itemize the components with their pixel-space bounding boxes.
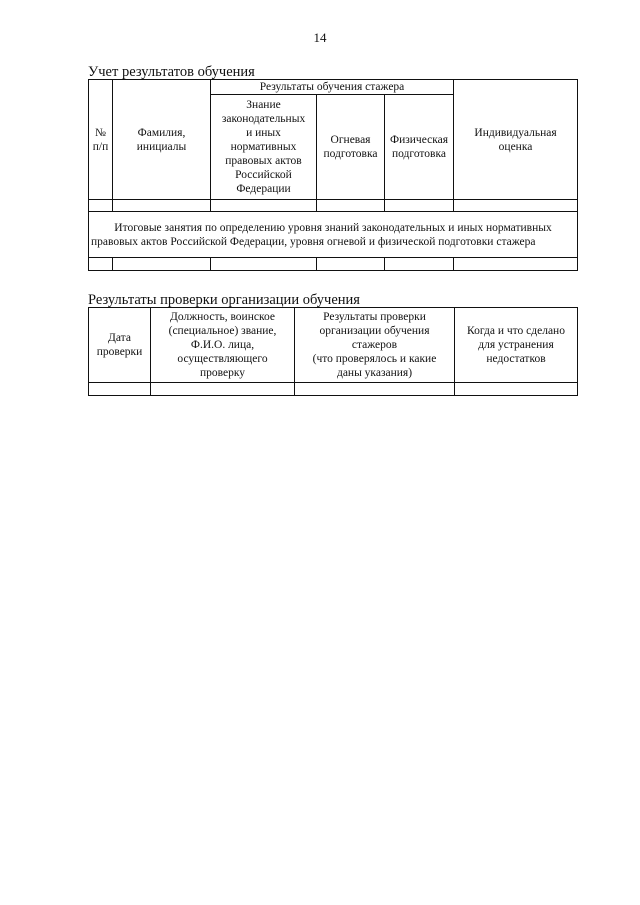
training-results-title: Учет результатов обучения <box>88 64 255 80</box>
col-header-legal-knowledge: Знание законодательных и иных нормативных правовых актов Российской Федерации <box>211 95 317 200</box>
col-header-physical-training: Физическая подготовка <box>385 95 454 200</box>
table-cell <box>295 383 455 396</box>
table-cell <box>317 258 385 271</box>
col-header-fire-training: Огневая подготовка <box>317 95 385 200</box>
col-header-inspector: Должность, воинское (специальное) звание, Ф.И.О. лица, осуществляющего проверку <box>151 308 295 383</box>
table-header-row <box>89 308 578 383</box>
table-row <box>89 200 578 212</box>
col-header-individual-assessment: Индивидуальная оценка <box>454 80 578 200</box>
inspection-results-table <box>88 307 578 396</box>
table-cell <box>89 258 113 271</box>
table-cell <box>211 200 317 212</box>
summary-text: Итоговые занятия по определению уровня знаний законодательных и иных нормативных правовых актов Российской Федерации, уровня огневой и физической подготовки стажера <box>89 212 578 258</box>
table-cell <box>151 383 295 396</box>
table-row <box>89 258 578 271</box>
table-cell <box>454 200 578 212</box>
table-cell <box>89 200 113 212</box>
page-number: 14 <box>313 30 327 45</box>
col-header-name: Фамилия, инициалы <box>113 80 211 200</box>
table-cell <box>113 200 211 212</box>
col-header-inspection-results: Результаты проверки организации обучения стажеров (что проверялось и какие даны указания) <box>295 308 455 383</box>
table-cell <box>385 200 454 212</box>
col-header-date: Дата проверки <box>89 308 151 383</box>
table-row <box>89 383 578 396</box>
col-header-actions: Когда и что сделано для устранения недостатков <box>455 308 578 383</box>
col-header-number: № п/п <box>89 80 113 200</box>
inspection-results-title: Результаты проверки организации обучения <box>88 292 360 308</box>
summary-row <box>89 212 578 258</box>
table-cell <box>455 383 578 396</box>
table-header-row <box>89 80 578 95</box>
training-results-table <box>88 79 578 271</box>
table-cell <box>385 258 454 271</box>
table-cell <box>113 258 211 271</box>
col-header-results-group: Результаты обучения стажера <box>211 80 454 95</box>
table-cell <box>317 200 385 212</box>
table-cell <box>89 383 151 396</box>
table-cell <box>211 258 317 271</box>
table-cell <box>454 258 578 271</box>
